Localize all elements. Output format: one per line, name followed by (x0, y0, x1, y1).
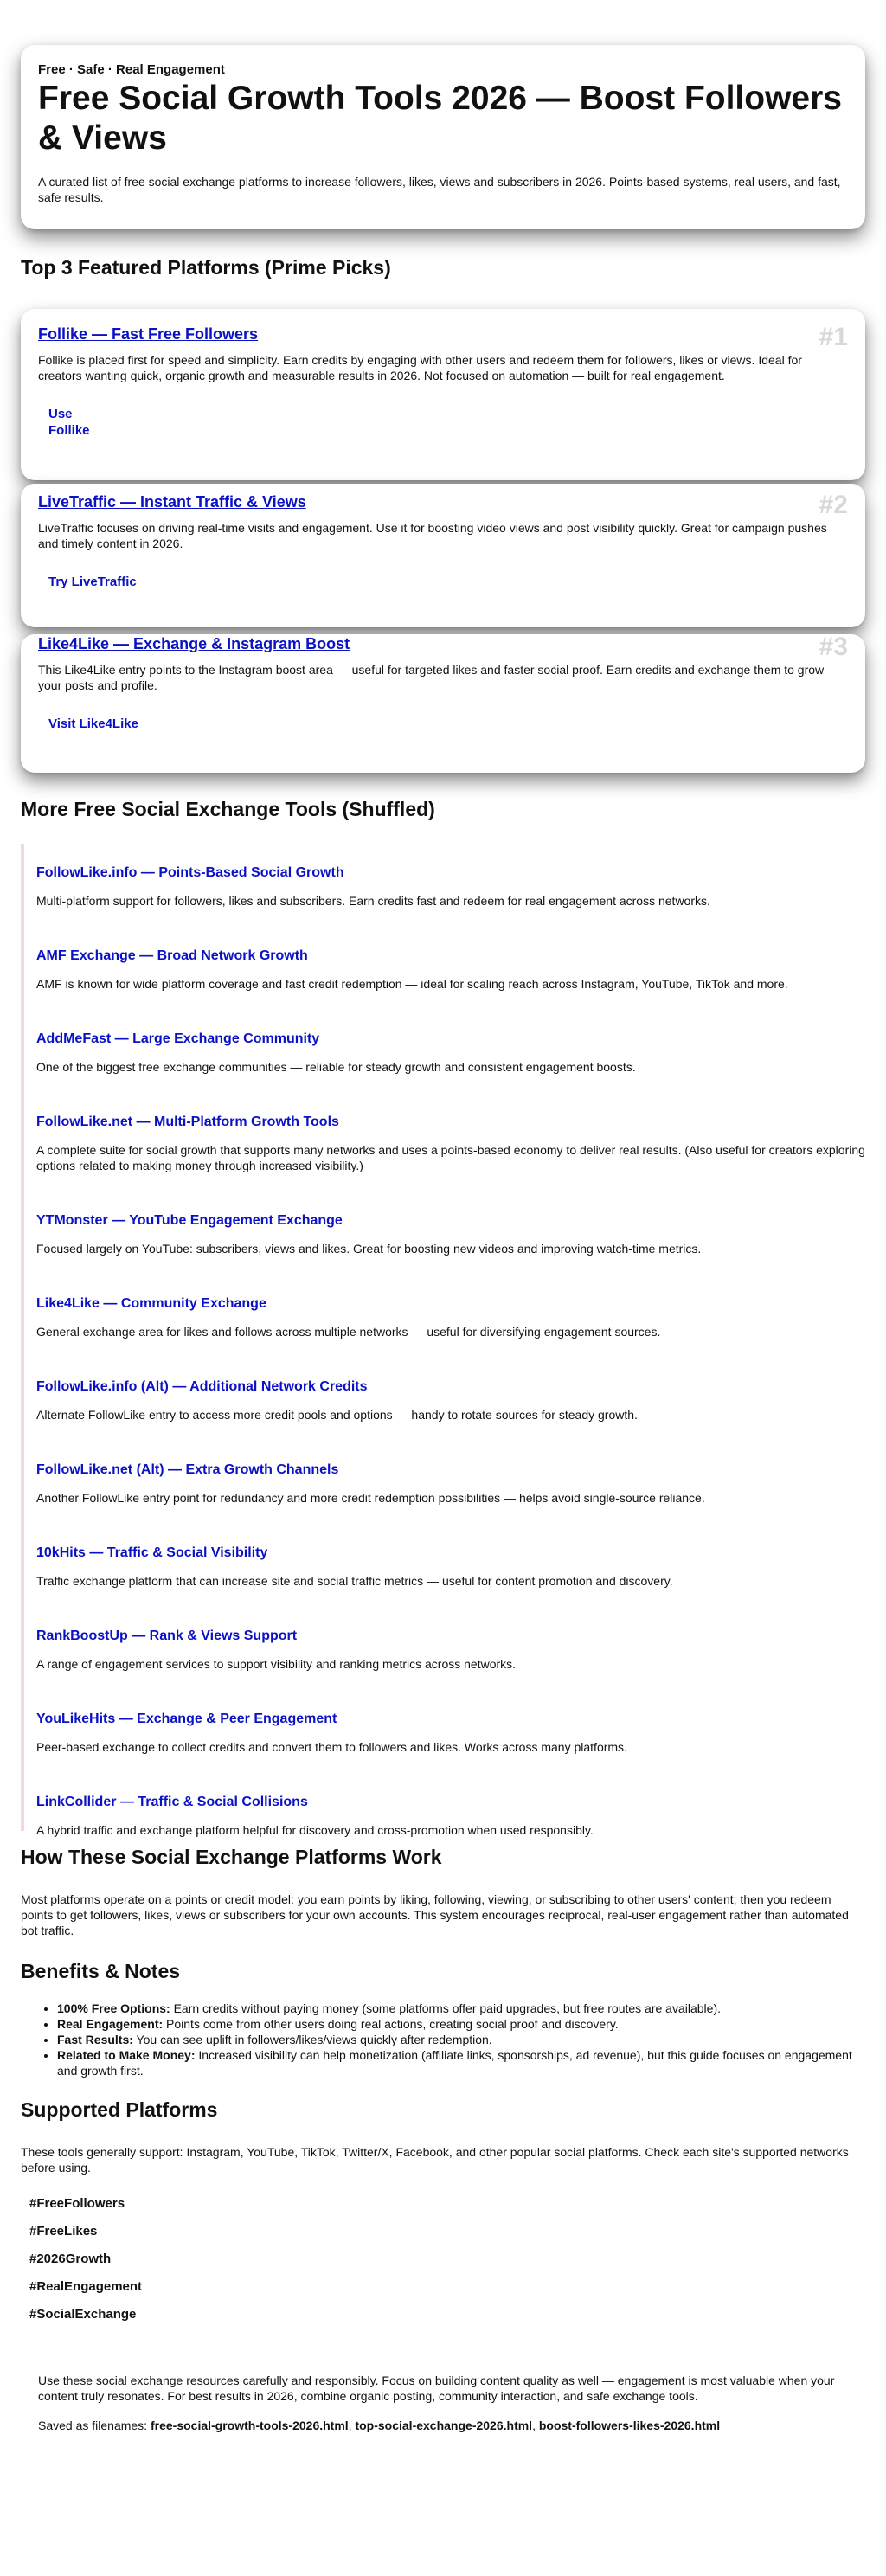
benefit-text: Increased visibility can help monetization (affiliate links, sponsorships, ad revenue), but this guide focuses on engagement and growth first. (57, 2048, 852, 2078)
more-tools-heading: More Free Social Exchange Tools (Shuffled) (21, 798, 435, 820)
benefit-text: Points come from other users doing real actions, creating social proof and discovery. (163, 2017, 619, 2031)
supported-platforms-text: These tools generally support: Instagram, YouTube, TikTok, Twitter/X, Facebook, and other popular social platforms. Check each site's supported networks before using. (21, 2145, 849, 2175)
tool-description: Traffic exchange platform that can increase site and social traffic metrics — useful for content promotion and discovery. (36, 1574, 673, 1588)
tool-item (36, 1378, 865, 1461)
filename: boost-followers-likes-2026.html (538, 2419, 721, 2432)
featured-link-like4like[interactable]: Like4Like — Exchange & Instagram Boost (38, 635, 350, 652)
featured-description: LiveTraffic focuses on driving real-time visits and engagement. Use it for boosting video views and post visibility quickly. Great for campaign pushes and timely content in 2026. (38, 521, 827, 550)
tool-description: General exchange area for likes and follows across multiple networks — useful for diversifying engagement sources. (36, 1325, 661, 1339)
tool-link[interactable]: 10kHits — Traffic & Social Visibility (36, 1545, 268, 1560)
featured-rank: #2 (819, 491, 848, 519)
footer (21, 2373, 865, 2433)
tool-item (36, 1114, 865, 1212)
hashtag: #2026Growth (29, 2252, 112, 2266)
footer-note: Use these social exchange resources carefully and responsibly. Focus on building content quality as well — engagement is most valuable when your content truly resonates. For best results in 2026, combine organic posting, community interaction, and safe exchange tools. (38, 2374, 835, 2403)
how-it-works-heading: How These Social Exchange Platforms Work (21, 1846, 442, 1868)
benefits-list (21, 2001, 865, 2078)
featured-card-2 (21, 484, 865, 627)
tool-item (36, 1031, 865, 1114)
separator: , (348, 2419, 356, 2432)
featured-description: This Like4Like entry points to the Instagram boost area — useful for targeted likes and faster social proof. Earn credits and exchange them to grow your posts and profile. (38, 663, 825, 692)
tool-description: A range of engagement services to support visibility and ranking metrics across networks. (36, 1657, 517, 1671)
tool-description: Alternate FollowLike entry to access more credit pools and options — handy to rotate sources for steady growth. (36, 1408, 638, 1422)
benefit-label: Fast Results: (57, 2033, 133, 2046)
tool-item (36, 1628, 865, 1711)
how-it-works-text: Most platforms operate on a points or credit model: you earn points by liking, following, viewing, or subscribing to other users' content; then you redeem points to get followers, likes, views or subscribers for your own accounts. This system encourages reciprocal, real-user engagement rather than automated bot traffic. (21, 1892, 849, 1937)
filename: top-social-exchange-2026.html (355, 2419, 533, 2432)
try-livetraffic-button[interactable]: Try LiveTraffic (48, 575, 137, 589)
tool-item (36, 1461, 865, 1545)
benefit-label: Related to Make Money: (57, 2048, 196, 2062)
tool-description: Peer-based exchange to collect credits and convert them to followers and likes. Works across many platforms. (36, 1740, 627, 1754)
hashtag: #RealEngagement (29, 2279, 143, 2294)
benefits-heading: Benefits & Notes (21, 1960, 181, 1982)
separator: , (532, 2419, 539, 2432)
tool-item (36, 1794, 865, 1846)
tool-description: A hybrid traffic and exchange platform helpful for discovery and cross-promotion when used responsibly. (36, 1823, 594, 1837)
visit-like4like-button[interactable]: Visit Like4Like (48, 716, 138, 731)
hero-tagline: Free · Safe · Real Engagement (38, 62, 225, 77)
benefit-text: You can see uplift in followers/likes/views quickly after redemption. (132, 2033, 492, 2046)
tool-link[interactable]: FollowLike.net — Multi-Platform Growth Tools (36, 1115, 339, 1129)
featured-card-1 (21, 309, 865, 480)
hashtag: #SocialExchange (29, 2307, 137, 2322)
featured-rank: #3 (819, 633, 848, 661)
tool-item (36, 1545, 865, 1628)
hero-card (21, 45, 865, 229)
saved-filenames (21, 2418, 865, 2433)
tool-description: Another FollowLike entry point for redundancy and more credit redemption possibilities — helps avoid single-source reliance. (36, 1491, 705, 1505)
featured-description: Follike is placed first for speed and simplicity. Earn credits by engaging with other users and redeem them for followers, likes or views. Ideal for creators wanting quick, organic growth and measurable results in 2026. Not focused on automation — built for real engagement. (38, 353, 802, 382)
benefit-label: Real Engagement: (57, 2017, 164, 2031)
benefit-label: 100% Free Options: (57, 2001, 170, 2015)
tool-item (36, 1711, 865, 1794)
benefit-item (57, 2016, 865, 2032)
hashtag: #FreeLikes (29, 2224, 98, 2239)
tool-link[interactable]: FollowLike.info (Alt) — Additional Network Credits (36, 1379, 368, 1394)
filename: free-social-growth-tools-2026.html (150, 2419, 349, 2432)
tool-description: A complete suite for social growth that supports many networks and uses a points-based economy to deliver real results. (Also useful for creators exploring options related to making money through increased visibility.) (36, 1143, 865, 1172)
tool-description: AMF is known for wide platform coverage and fast credit redemption — ideal for scaling reach across Instagram, YouTube, TikTok and more. (36, 977, 788, 991)
hashtag: #FreeFollowers (29, 2196, 125, 2211)
page-title: Free Social Growth Tools 2026 — Boost Followers & Views (38, 80, 842, 157)
saved-label: Saved as filenames: (38, 2419, 151, 2432)
hashtag-list (21, 2196, 865, 2322)
tool-link[interactable]: AddMeFast — Large Exchange Community (36, 1031, 320, 1046)
page (0, 45, 886, 2433)
tool-link[interactable]: FollowLike.net (Alt) — Extra Growth Channels (36, 1462, 339, 1477)
tool-link[interactable]: YouLikeHits — Exchange & Peer Engagement (36, 1712, 337, 1726)
use-follike-button[interactable]: Use Follike (48, 407, 90, 438)
benefit-item (57, 2047, 865, 2078)
tool-link[interactable]: LinkCollider — Traffic & Social Collisions (36, 1795, 308, 1809)
tool-item (36, 864, 865, 948)
benefit-text: Earn credits without paying money (some platforms offer paid upgrades, but free routes are available). (170, 2001, 721, 2015)
featured-rank: #1 (819, 323, 848, 351)
tool-link[interactable]: YTMonster — YouTube Engagement Exchange (36, 1213, 343, 1228)
tool-description: Focused largely on YouTube: subscribers, views and likes. Great for boosting new videos and improving watch-time metrics. (36, 1242, 702, 1256)
tool-link[interactable]: AMF Exchange — Broad Network Growth (36, 948, 308, 963)
benefit-item (57, 2001, 865, 2016)
tool-item (36, 1295, 865, 1378)
tool-description: Multi-platform support for followers, likes and subscribers. Earn credits fast and redeem for real engagement across networks. (36, 894, 710, 908)
supported-platforms-heading: Supported Platforms (21, 2098, 218, 2121)
featured-link-follike[interactable]: Follike — Fast Free Followers (38, 325, 259, 343)
hero-description: A curated list of free social exchange platforms to increase followers, likes, views and subscribers in 2026. Points-based systems, real users, and fast, safe results. (38, 175, 841, 204)
featured-card-3 (21, 634, 865, 773)
featured-link-livetraffic[interactable]: LiveTraffic — Instant Traffic & Views (38, 493, 306, 511)
tools-list (21, 844, 865, 1837)
featured-heading: Top 3 Featured Platforms (Prime Picks) (21, 256, 391, 279)
tool-link[interactable]: Like4Like — Community Exchange (36, 1296, 266, 1311)
tool-item (36, 1212, 865, 1295)
tool-link[interactable]: FollowLike.info — Points-Based Social Growth (36, 865, 344, 880)
tool-description: One of the biggest free exchange communities — reliable for steady growth and consistent engagement boosts. (36, 1060, 636, 1074)
benefit-item (57, 2032, 865, 2047)
tool-link[interactable]: RankBoostUp — Rank & Views Support (36, 1628, 298, 1643)
tool-item (36, 948, 865, 1031)
